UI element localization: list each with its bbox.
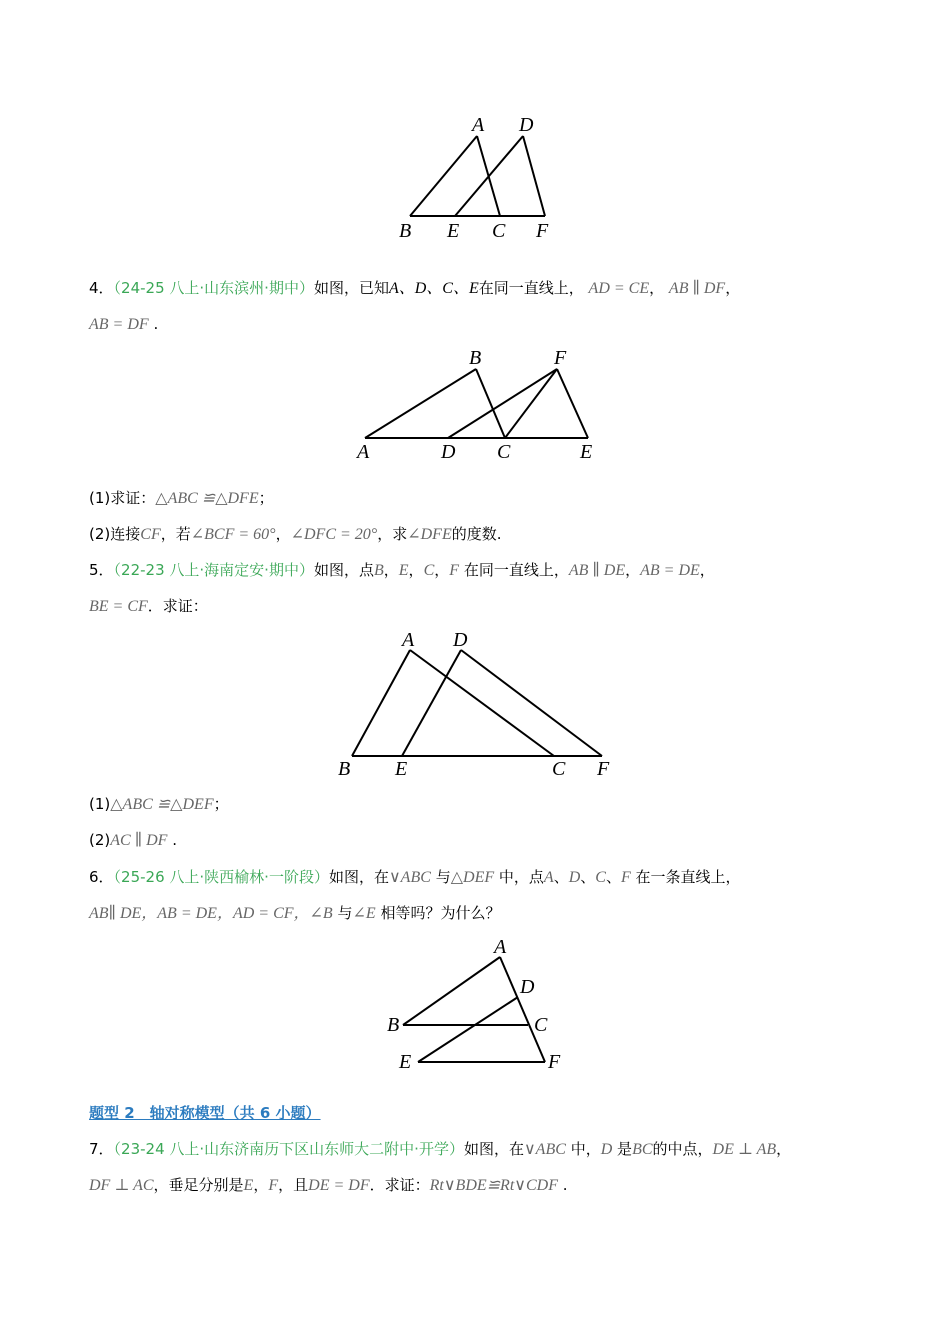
fig2-label-D: D [441, 441, 456, 463]
fig2-label-B: B [469, 347, 482, 369]
q4-source: （24-25 八上·山东滨州·期中） [113, 279, 314, 297]
fig1-label-C: C [492, 220, 506, 242]
q4-line2: AB = DF . [89, 315, 159, 333]
q5-part2: (2)AC ∥ DF . [89, 831, 177, 849]
fig2-label-F: F [554, 347, 567, 369]
fig3-label-E: E [395, 758, 408, 780]
fig3-label-C: C [552, 758, 566, 780]
fig1-label-B: B [399, 220, 412, 242]
fig3-label-A: A [402, 629, 415, 651]
q6-line2: AB∥ DE，AB = DE，AD = CF，∠B 与∠E 相等吗？为什么？ [89, 904, 501, 922]
q5-line1: 5．（22-23 八上·海南定安·期中）如图，点B，E，C，F 在同一直线上，AB ∥ DE，AB = DE， [89, 561, 715, 579]
fig2-label-C: C [497, 441, 511, 463]
fig1-label-D: D [519, 114, 534, 136]
q7-line1: 7．（23-24 八上·山东济南历下区山东师大二附中·开学）如图，在∨ABC 中，D 是BC的中点，DE ⊥ AB， [89, 1140, 792, 1158]
fig4-label-E: E [399, 1051, 412, 1073]
q7-line2: DF ⊥ AC，垂足分别是E，F，且DE = DF．求证：Rt∨BDE≌Rt∨CDF . [89, 1176, 568, 1194]
fig4-label-A: A [494, 936, 507, 958]
q6-source: （25-26 八上·陕西榆林·一阶段） [113, 868, 329, 886]
fig3-label-F: F [597, 758, 610, 780]
fig4-label-F: F [548, 1051, 561, 1073]
fig4-label-C: C [534, 1014, 548, 1036]
q4-part2: (2)连接CF，若∠BCF = 60°，∠DFC = 20°，求∠DFE的度数. [89, 525, 502, 543]
fig1-label-E: E [447, 220, 460, 242]
q4-part1: (1)求证：△ABC ≌△DFE； [89, 489, 274, 507]
fig4-label-D: D [520, 976, 535, 998]
fig1-label-A: A [472, 114, 485, 136]
fig1-label-F: F [536, 220, 549, 242]
q6-line1: 6．（25-26 八上·陕西榆林·一阶段）如图，在∨ABC 与△DEF 中，点A、D、C、F 在一条直线上， [89, 868, 741, 886]
fig4-label-B: B [387, 1014, 400, 1036]
q7-source: （23-24 八上·山东济南历下区山东师大二附中·开学） [113, 1140, 464, 1158]
q5-part1: (1)△ABC ≌△DEF； [89, 795, 229, 813]
fig3-label-D: D [453, 629, 468, 651]
fig2-label-E: E [580, 441, 593, 463]
q4-line1: 4．（24-25 八上·山东滨州·期中）如图，已知A、D、C、E在同一直线上， AD = CE， AB ∥ DF， [89, 279, 741, 297]
fig2-label-A: A [357, 441, 370, 463]
fig3-label-B: B [338, 758, 351, 780]
q5-line2: BE = CF．求证： [89, 597, 208, 615]
q5-source: （22-23 八上·海南定安·期中） [113, 561, 314, 579]
section-heading: 题型 2 轴对称模型（共 6 小题） [89, 1104, 321, 1122]
